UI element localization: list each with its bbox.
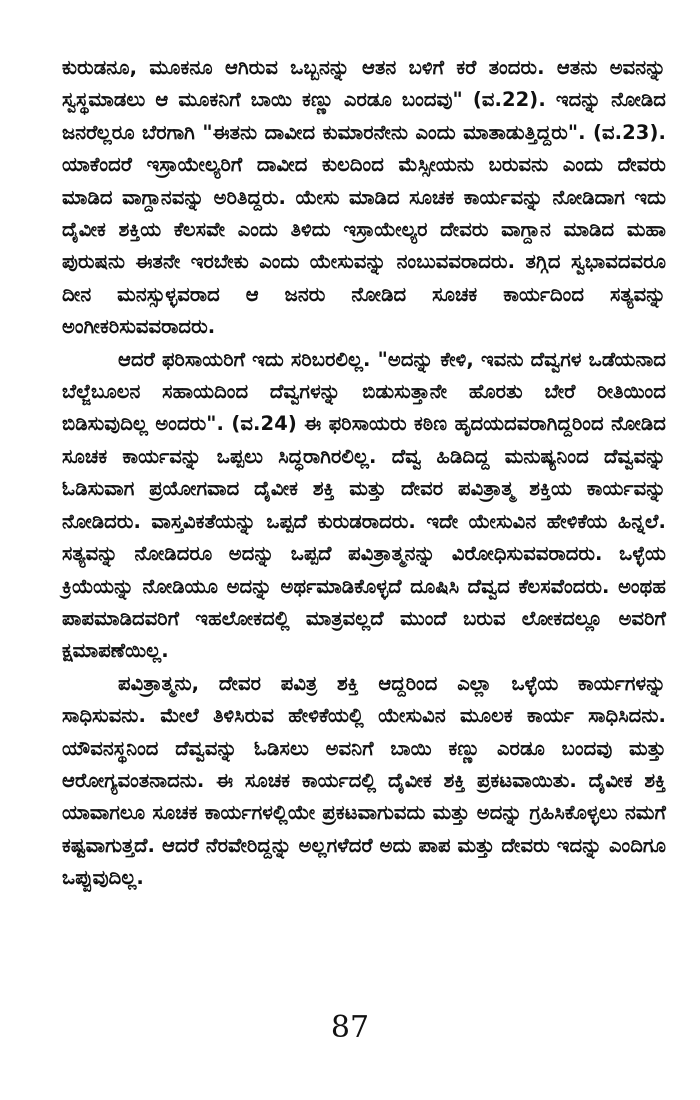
paragraph-2: ಆದರೆ ಫರಿಸಾಯರಿಗೆ ಇದು ಸರಿಬರಲಿಲ್ಲ. "ಅದನ್ನು ಕೇಳಿ, ಇವನು ದೆವ್ವಗಳ ಒಡೆಯನಾದ ಬೆಲ್ಜೆಬೂಲನ ಸಹಾಯದಿಂದ ದೆವ್ವಗಳನ್ನು ಬಿಡುಸುತ್ತಾನೇ ಹೊರತು ಬೇರೆ ರೀತಿಯಿಂದ ಬಿಡಿಸುವುದಿಲ್ಲ ಅಂದರು". (ವ.24) ಈ ಫರಿಸಾಯರು ಕಠಿಣ ಹೃದಯದವರಾಗಿದ್ದರಿಂದ ನೋಡಿದ ಸೂಚಕ ಕಾರ್ಯವನ್ನು ಒಪ್ಪಲು ಸಿದ್ಧರಾಗಿರಲಿಲ್ಲ. ದೆವ್ವ ಹಿಡಿದಿದ್ದ ಮನುಷ್ಯನಿಂದ ದೆವ್ವವನ್ನು ಓಡಿಸುವಾಗ ಪ್ರಯೋಗವಾದ ದೈವೀಕ ಶಕ್ತಿ ಮತ್ತು ದೇವರ ಪವಿತ್ರಾತ್ಮ ಶಕ್ತಿಯ ಕಾರ್ಯವನ್ನು ನೋಡಿದರು. ವಾಸ್ತವಿಕತೆಯನ್ನು ಒಪ್ಪದೆ ಕುರುಡರಾದರು. ಇದೇ ಯೇಸುವಿನ ಹೇಳಿಕೆಯ ಹಿನ್ನಲೆ. ಸತ್ಯವನ್ನು ನೋಡಿದರೂ ಅದನ್ನು ಒಪ್ಪದೆ ಪವಿತ್ರಾತ್ಮನನ್ನು ವಿರೋಧಿಸುವವರಾದರು. ಒಳ್ಳೆಯ ಕ್ರಿಯೆಯನ್ನು ನೋಡಿಯೂ ಅದನ್ನು ಅರ್ಥಮಾಡಿಕೊಳ್ಳದೆ ದೂಷಿಸಿ ದೆವ್ವದ ಕೆಲಸವೆಂದರು. ಅಂಥಹ ಪಾಪಮಾಡಿದವರಿಗೆ ಇಹಲೋಕದಲ್ಲಿ ಮಾತ್ರವಲ್ಲದೆ ಮುಂದೆ ಬರುವ ಲೋಕದಲ್ಲೂ ಅವರಿಗೆ ಕ್ಷಮಾಪಣೆಯಿಲ್ಲ. (62, 347, 666, 663)
paragraph-3: ಪವಿತ್ರಾತ್ಮನು, ದೇವರ ಪವಿತ್ರ ಶಕ್ತಿ ಆದ್ದರಿಂದ ಎಲ್ಲಾ ಒಳ್ಳೆಯ ಕಾರ್ಯಗಳನ್ನು ಸಾಧಿಸುವನು. ಮೇಲೆ ತಿಳಿಸಿರುವ ಹೇಳಿಕೆಯಲ್ಲಿ ಯೇಸುವಿನ ಮೂಲಕ ಕಾರ್ಯ ಸಾಧಿಸಿದನು. ಯೌವನಸ್ಥನಿಂದ ದೆವ್ವವನ್ನು ಓಡಿಸಲು ಅವನಿಗೆ ಬಾಯಿ ಕಣ್ಣು ಎರಡೂ ಬಂದವು ಮತ್ತು ಆರೋಗ್ಯವಂತನಾದನು. ಈ ಸೂಚಕ ಕಾರ್ಯದಲ್ಲಿ ದೈವೀಕ ಶಕ್ತಿ ಪ್ರಕಟವಾಯಿತು. ದೈವೀಕ ಶಕ್ತಿ ಯಾವಾಗಲೂ ಸೂಚಕ ಕಾರ್ಯಗಳಲ್ಲಿಯೇ ಪ್ರಕಟವಾಗುವದು ಮತ್ತು ಅದನ್ನು ಗ್ರಹಿಸಿಕೊಳ್ಳಲು ನಮಗೆ ಕಷ್ಟವಾಗುತ್ತದೆ. ಆದರೆ ನೆರವೇರಿದ್ದನ್ನು ಅಲ್ಲಗಳೆದರೆ ಅದು ಪಾಪ ಮತ್ತು ದೇವರು ಇದನ್ನು ಎಂದಿಗೂ ಒಪ್ಪುವುದಿಲ್ಲ. (62, 671, 666, 890)
page-number: 87 (330, 1010, 370, 1045)
paragraph-1: ಕುರುಡನೂ, ಮೂಕನೂ ಆಗಿರುವ ಒಬ್ಬನನ್ನು ಆತನ ಬಳಿಗೆ ಕರೆ ತಂದರು. ಆತನು ಅವನನ್ನು ಸ್ವಸ್ಥಮಾಡಲು ಆ ಮೂಕನಿಗೆ ಬಾಯಿ ಕಣ್ಣು ಎರಡೂ ಬಂದವು" (ವ.22). ಇದನ್ನು ನೋಡಿದ ಜನರೆಲ್ಲರೂ ಬೆರಗಾಗಿ "ಈತನು ದಾವೀದ ಕುಮಾರನೇನು ಎಂದು ಮಾತಾಡುತ್ತಿದ್ದರು". (ವ.23). ಯಾಕೆಂದರೆ ಇಸ್ರಾಯೇಲ್ಯರಿಗೆ ದಾವೀದ ಕುಲದಿಂದ ಮೆಸ್ಸೀಯನು ಬರುವನು ಎಂದು ದೇವರು ಮಾಡಿದ ವಾಗ್ದಾನವನ್ನು ಅರಿತಿದ್ದರು. ಯೇಸು ಮಾಡಿದ ಸೂಚಕ ಕಾರ್ಯವನ್ನು ನೋಡಿದಾಗ ಇದು ದೈವೀಕ ಶಕ್ತಿಯ ಕೆಲಸವೇ ಎಂದು ತಿಳಿದು ಇಸ್ರಾಯೇಲ್ಯರ ದೇವರು ವಾಗ್ದಾನ ಮಾಡಿದ ಮಹಾ ಪುರುಷನು ಈತನೇ ಇರಬೇಕು ಎಂದು ಯೇಸುವನ್ನು ನಂಬುವವರಾದರು. ತಗ್ಗಿದ ಸ್ವಭಾವದವರೂ ದೀನ ಮನಸ್ಸುಳ್ಳವರಾದ ಆ ಜನರು ನೋಡಿದ ಸೂಚಕ ಕಾರ್ಯದಿಂದ ಸತ್ಯವನ್ನು ಅಂಗೀಕರಿಸುವವರಾದರು. (62, 56, 666, 339)
document-page (62, 52, 666, 895)
